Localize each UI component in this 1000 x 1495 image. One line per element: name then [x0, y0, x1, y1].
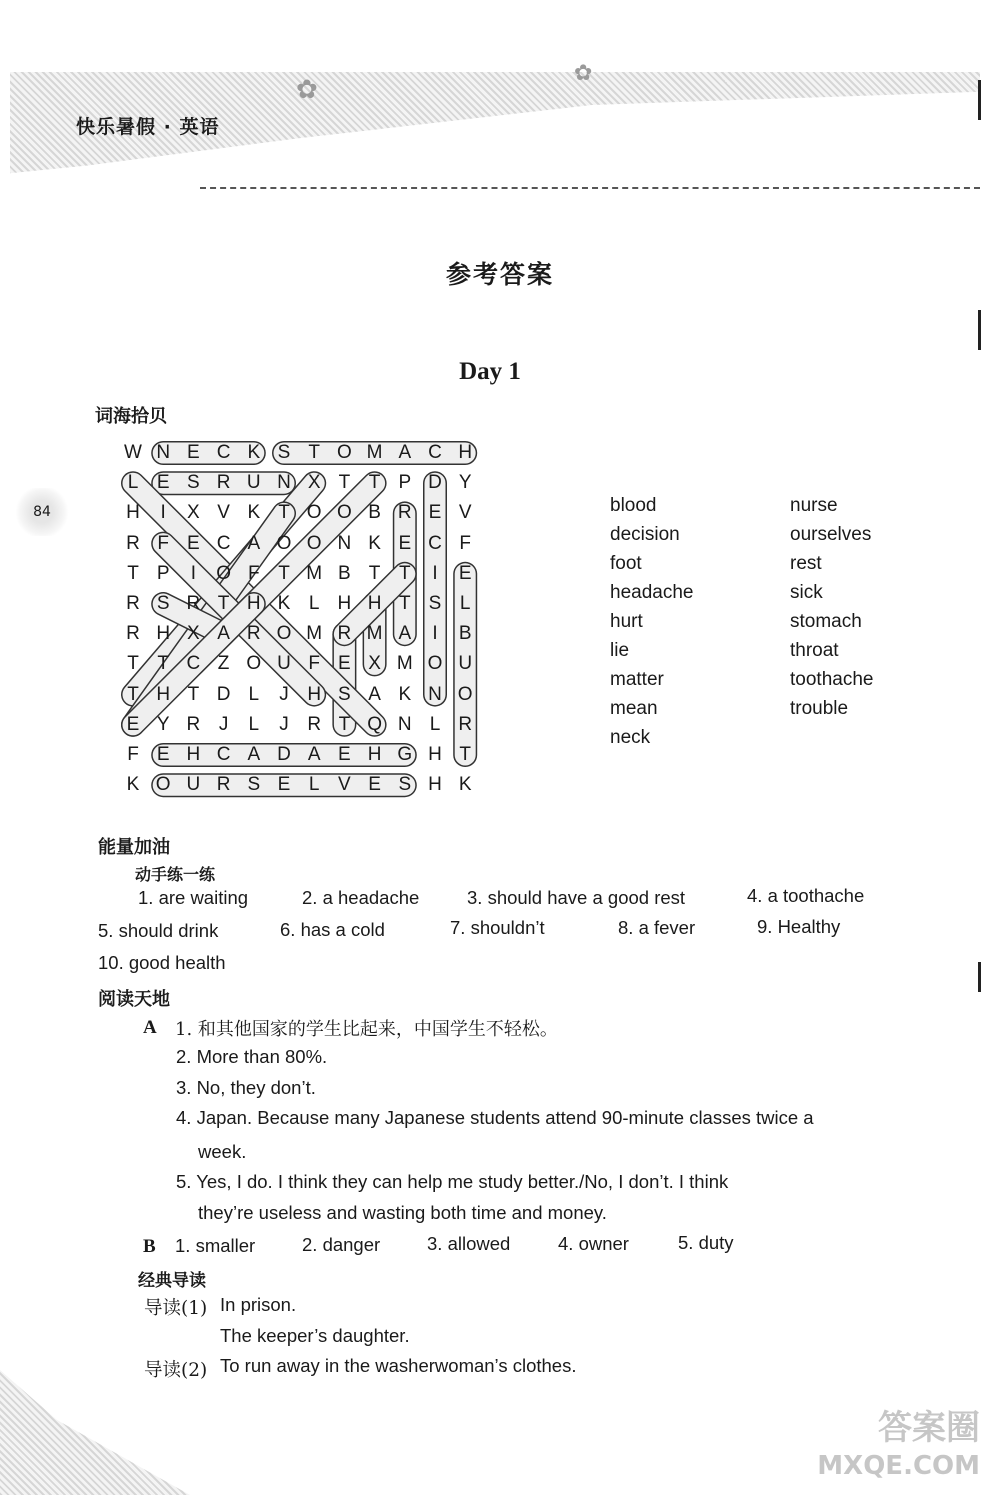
section-reading: 阅读天地 — [98, 989, 170, 1010]
puzzle-letter: F — [157, 532, 169, 554]
answer: 4. a toothache — [747, 885, 865, 906]
word-item: foot — [610, 553, 642, 574]
puzzle-letter: X — [187, 502, 200, 524]
running-title: 快乐暑假 · 英语 — [76, 116, 220, 138]
puzzle-letter: N — [428, 683, 442, 705]
puzzle-letter: L — [308, 774, 320, 796]
answer: 3. should have a good rest — [467, 887, 686, 908]
puzzle-letter: S — [247, 774, 261, 796]
puzzle-letter: N — [156, 442, 171, 463]
puzzle-letter: R — [337, 623, 352, 645]
puzzle-letter: M — [396, 653, 413, 675]
puzzle-letter: F — [127, 744, 139, 765]
puzzle-letter: K — [398, 683, 412, 705]
puzzle-letter: E — [338, 744, 351, 765]
word-item: decision — [610, 524, 680, 545]
puzzle-letter: L — [248, 713, 260, 735]
puzzle-letter: L — [248, 683, 260, 705]
puzzle-letter: F — [308, 653, 320, 675]
puzzle-letter: F — [459, 532, 471, 554]
puzzle-letter: R — [126, 623, 140, 645]
puzzle-letter: U — [246, 472, 261, 494]
puzzle-letter: I — [190, 562, 197, 584]
puzzle-letter: I — [160, 502, 166, 524]
puzzle-letter: H — [428, 744, 442, 765]
guide-label: 导读(1) — [144, 1298, 208, 1319]
puzzle-letter: D — [277, 744, 291, 765]
puzzle-letter: C — [428, 442, 442, 463]
puzzle-letter: T — [308, 442, 320, 463]
word-item: matter — [610, 669, 664, 690]
answer: 1. smaller — [175, 1235, 256, 1256]
puzzle-letter: A — [398, 623, 412, 645]
puzzle-letter: J — [218, 713, 229, 735]
puzzle-letter: Y — [458, 472, 472, 494]
puzzle-letter: O — [155, 774, 171, 796]
puzzle-letter: F — [247, 562, 260, 584]
puzzle-letter: Q — [367, 713, 382, 735]
word-item: lie — [610, 640, 630, 661]
puzzle-letter: O — [337, 502, 352, 524]
section-classic: 经典导读 — [138, 1271, 206, 1291]
puzzle-letter: E — [338, 653, 351, 675]
watermark — [817, 1409, 980, 1485]
answer: 9. Healthy — [757, 916, 841, 937]
puzzle-letter: L — [127, 472, 139, 494]
answer: 5. duty — [678, 1232, 734, 1253]
guide-label: 导读(2) — [144, 1360, 208, 1381]
answer: 6. has a cold — [280, 919, 385, 940]
part-a-label: A — [143, 1017, 157, 1038]
puzzle-letter: C — [216, 442, 231, 463]
puzzle-letter: T — [398, 562, 411, 584]
puzzle-letter: B — [368, 502, 381, 524]
header-divider — [200, 187, 980, 189]
puzzle-letter: R — [126, 593, 140, 614]
puzzle-letter: N — [397, 713, 412, 735]
puzzle-letter: N — [337, 532, 352, 554]
puzzle-letter: E — [156, 744, 170, 765]
section-vocab: 词海拾贝 — [95, 406, 167, 427]
word-item: neck — [610, 727, 651, 748]
puzzle-letter: P — [156, 562, 170, 584]
puzzle-letter: R — [246, 623, 261, 645]
puzzle-letter: T — [217, 593, 230, 614]
word-list-1 — [610, 491, 693, 752]
answer: 3. allowed — [427, 1233, 511, 1254]
puzzle-letter: O — [306, 502, 322, 524]
puzzle-letter: T — [368, 562, 381, 584]
puzzle-letter: K — [247, 442, 261, 463]
puzzle-letter: E — [368, 774, 381, 796]
answer: 5. should drink — [98, 920, 219, 941]
answer: 1. 和其他国家的学生比起来，中国学生不轻松。 — [175, 1019, 558, 1040]
answer: 3. No, they don’t. — [176, 1077, 316, 1098]
puzzle-letter: V — [338, 774, 351, 796]
puzzle-letter: S — [338, 683, 351, 705]
puzzle-letter: K — [458, 774, 472, 796]
puzzle-letter: A — [368, 683, 381, 705]
word-item: toothache — [790, 669, 874, 690]
puzzle-letter: H — [126, 502, 140, 524]
section-energy: 能量加油 — [98, 837, 170, 858]
puzzle-letter: Y — [156, 713, 170, 735]
puzzle-letter: S — [277, 442, 291, 463]
puzzle-letter: S — [187, 472, 200, 494]
word-item: rest — [790, 553, 822, 574]
puzzle-letter: D — [216, 683, 231, 705]
puzzle-letter: R — [307, 713, 322, 735]
answer: 8. a fever — [618, 917, 696, 938]
puzzle-letter: X — [187, 623, 200, 645]
puzzle-letter: T — [338, 472, 351, 494]
puzzle-letter: T — [278, 562, 290, 584]
puzzle-letter: T — [338, 713, 351, 735]
puzzle-letter: R — [186, 713, 201, 735]
puzzle-letter: W — [124, 442, 142, 463]
word-item: trouble — [790, 698, 849, 719]
answer: 7. shouldn’t — [450, 917, 545, 938]
answer: 2. danger — [302, 1234, 381, 1255]
puzzle-letter: T — [127, 562, 139, 584]
puzzle-letter: T — [278, 502, 290, 524]
puzzle-letter: P — [398, 472, 412, 494]
puzzle-letter: D — [428, 472, 442, 494]
puzzle-letter: U — [458, 653, 473, 675]
answer: 2. More than 80%. — [176, 1046, 328, 1067]
word-item: blood — [610, 495, 657, 516]
puzzle-letter: H — [458, 442, 473, 463]
answer: In prison. — [220, 1294, 297, 1315]
edge-mark — [978, 80, 981, 120]
page-title: 参考答案 — [445, 260, 554, 289]
puzzle-letter: R — [216, 472, 231, 494]
puzzle-letter: A — [398, 442, 412, 463]
word-item: nurse — [790, 495, 838, 516]
puzzle-letter: E — [277, 774, 291, 796]
puzzle-letter: H — [307, 683, 322, 705]
puzzle-letter: S — [398, 774, 412, 796]
puzzle-letter: J — [279, 683, 289, 705]
answer: 5. Yes, I do. I think they can help me study better./No, I don’t. I think — [176, 1171, 729, 1192]
puzzle-letter: L — [429, 713, 441, 735]
puzzle-letter: R — [126, 532, 140, 554]
answer: they’re useless and wasting both time and money. — [198, 1202, 607, 1223]
puzzle-letter: K — [247, 502, 261, 524]
puzzle-letter: T — [459, 744, 471, 765]
puzzle-letter: S — [428, 593, 442, 614]
answer: 1. are waiting — [138, 887, 249, 908]
puzzle-letter: R — [458, 713, 473, 735]
word-item: hurt — [610, 611, 643, 632]
puzzle-letter: K — [126, 774, 140, 796]
puzzle-letter: T — [398, 593, 411, 614]
puzzle-letter: T — [157, 653, 169, 675]
puzzle-letter: R — [216, 774, 231, 796]
puzzle-letter: M — [366, 442, 383, 463]
flower-icon: ✿ — [574, 60, 593, 85]
puzzle-letter: O — [246, 653, 262, 675]
answer: The keeper’s daughter. — [220, 1325, 410, 1346]
puzzle-letter: H — [337, 593, 352, 614]
puzzle-letter: M — [306, 562, 323, 584]
flower-icon: ✿ — [296, 74, 318, 104]
puzzle-letter: C — [186, 653, 201, 675]
puzzle-letter: O — [276, 532, 292, 554]
puzzle-letter: Z — [217, 653, 230, 675]
puzzle-letter: O — [427, 653, 443, 675]
puzzle-letter: E — [428, 502, 442, 524]
puzzle-letter: H — [156, 623, 171, 645]
puzzle-letter: H — [428, 774, 442, 796]
puzzle-letter: A — [247, 532, 261, 554]
puzzle-letter: E — [187, 442, 200, 463]
answer: 10. good health — [98, 952, 226, 973]
word-item: headache — [610, 582, 694, 603]
puzzle-letter: O — [276, 623, 292, 645]
puzzle-letter: H — [186, 744, 201, 765]
puzzle-letter: T — [127, 653, 139, 675]
puzzle-letter: O — [216, 562, 231, 584]
puzzle-letter: E — [398, 532, 412, 554]
puzzle-letter: G — [397, 744, 413, 765]
answer: week. — [198, 1141, 247, 1162]
answer: 4. Japan. Because many Japanese students attend 90-minute classes twice a — [176, 1107, 814, 1128]
day-title: Day 1 — [459, 358, 521, 385]
puzzle-letter: B — [458, 623, 472, 645]
word-list-2 — [790, 491, 873, 723]
word-item: stomach — [790, 611, 862, 632]
puzzle-letter: T — [368, 472, 381, 494]
puzzle-letter: R — [186, 593, 201, 614]
answer: 2. a headache — [302, 887, 420, 908]
word-item: mean — [610, 698, 658, 719]
puzzle-letter: E — [126, 713, 140, 735]
puzzle-letter: U — [277, 653, 291, 675]
puzzle-letter: O — [337, 442, 352, 463]
puzzle-letter: A — [247, 744, 261, 765]
puzzle-letter: J — [279, 713, 289, 735]
puzzle-letter: E — [156, 472, 170, 494]
puzzle-letter: I — [432, 562, 438, 584]
puzzle-letter: S — [156, 593, 170, 614]
puzzle-letter: L — [308, 593, 320, 614]
answer: To run away in the washerwoman’s clothes. — [220, 1355, 577, 1376]
edge-mark — [978, 962, 981, 992]
puzzle-letter: N — [277, 472, 291, 494]
puzzle-letter: E — [458, 562, 472, 584]
puzzle-letter: C — [216, 532, 231, 554]
answer: 4. owner — [558, 1233, 629, 1254]
puzzle-letter: V — [458, 502, 472, 524]
puzzle-letter: X — [368, 653, 381, 675]
puzzle-letter: C — [428, 532, 442, 554]
page-number: 84 — [14, 488, 70, 536]
puzzle-letter: M — [366, 623, 383, 645]
subsection-practice: 动手练一练 — [135, 865, 216, 884]
word-item: ourselves — [790, 524, 872, 545]
puzzle-letter: L — [459, 593, 471, 614]
puzzle-letter: H — [367, 593, 382, 614]
puzzle-letter: A — [217, 623, 230, 645]
puzzle-letter: E — [187, 532, 200, 554]
puzzle-letter: U — [186, 774, 201, 796]
puzzle-letter: C — [216, 744, 231, 765]
puzzle-letter: O — [306, 532, 322, 554]
watermark-logo: 答案圈 — [878, 1408, 980, 1448]
puzzle-letter: O — [457, 683, 473, 705]
puzzle-letter: R — [397, 502, 412, 524]
puzzle-letter: T — [187, 683, 200, 705]
puzzle-letter: H — [246, 593, 261, 614]
puzzle-letter: X — [307, 472, 321, 494]
puzzle-letter: K — [368, 532, 381, 554]
puzzle-letter: A — [307, 744, 321, 765]
word-search-puzzle — [118, 438, 490, 806]
puzzle-letter: H — [367, 744, 382, 765]
puzzle-letter: I — [432, 623, 438, 645]
footer-pattern — [0, 1370, 190, 1495]
puzzle-letter: M — [306, 623, 323, 645]
part-b-label: B — [143, 1236, 156, 1257]
puzzle-letter: V — [217, 502, 230, 524]
puzzle-letter: T — [127, 683, 139, 705]
watermark-url: MXQE.COM — [817, 1451, 980, 1481]
word-item: throat — [790, 640, 839, 661]
word-item: sick — [790, 582, 823, 603]
puzzle-letter: K — [277, 593, 291, 614]
puzzle-letter: B — [338, 562, 351, 584]
edge-mark — [978, 310, 981, 350]
puzzle-letter: H — [156, 683, 171, 705]
